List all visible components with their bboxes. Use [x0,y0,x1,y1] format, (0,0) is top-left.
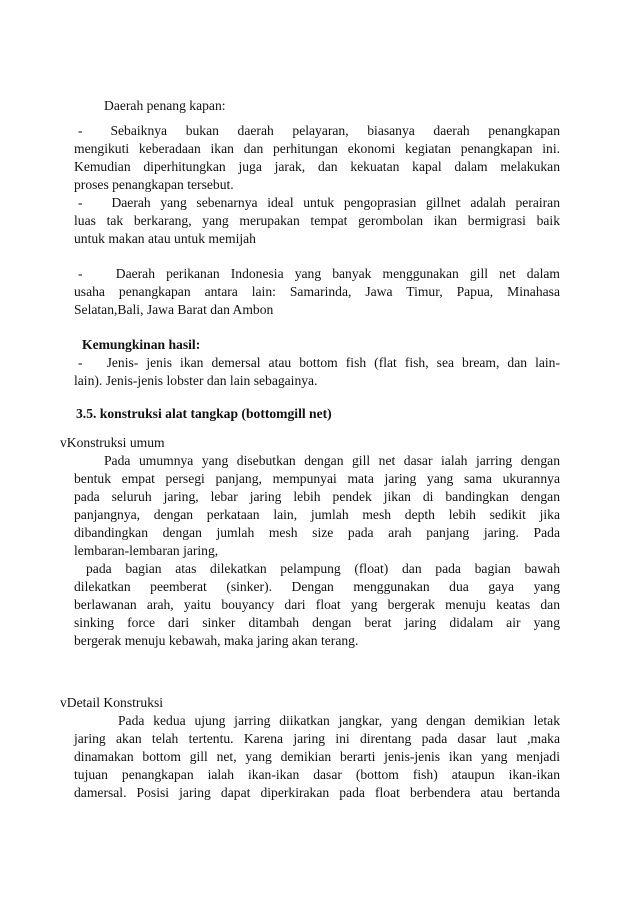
text-line: dibandingkan dengan jumlah mesh size pada arah panjang jaring. Pada [74,525,560,540]
text-line: panjangnya, dengan perkataan lain, jumlah mesh depth lebih sedikit jika [74,507,560,522]
text-line: pada seluruh jaring, lebar jaring lebih pendek jikan di bandingkan dengan [74,489,560,504]
text-line: bergerak menuju kebawah, maka jaring akan terang. [74,633,359,648]
text-line: damersal. Posisi jaring dapat diperkirakan pada float berbendera atau bertanda [74,785,560,800]
text-line: luas tak berkarang, yang merupakan tempat gerombolan ikan bermigrasi baik [74,213,560,228]
text-line: Pada kedua ujung jarring diikatkan jangkar, yang dengan demikian letak [118,713,560,728]
text-line: usaha penangkapan antara lain: Samarinda, Jawa Timur, Papua, Minahasa [74,284,560,299]
subheading-konstruksi-umum: vKonstruksi umum [60,435,165,450]
heading-kemungkinan-hasil: Kemungkinan hasil: [82,337,201,352]
text-line: Selatan,Bali, Jawa Barat dan Ambon [74,302,274,317]
text-line: Kemudian diperhitungkan juga jarak, dan kekuatan kapal dalam melakukan [74,159,560,174]
text-line: bentuk empat persegi panjang, mempunyai mata jaring yang sama ukurannya [74,471,560,486]
text-line: sinking force dari sinker ditambah dengan berat jaring didalam air yang [74,615,560,630]
text-line: dilekatkan peemberat (sinker). Dengan menggunakan dua gaya yang [74,579,560,594]
heading-daerah: Daerah penang kapan: [104,98,226,113]
text-line: pada bagian atas dilekatkan pelampung (float) dan pada bagian bawah [86,561,560,576]
heading-konstruksi: 3.5. konstruksi alat tangkap (bottomgill net) [76,406,332,421]
text-line: jaring akan telah tertentu. Karena jaring ini direntang pada dasar laut ,maka [74,731,560,746]
text-line: - Daerah yang sebenarnya ideal untuk pengoprasian gillnet adalah perairan [78,195,560,210]
text-line: tujuan penangkapan ialah ikan-ikan dasar (bottom fish) ataupun ikan-ikan [74,767,560,782]
text-line: lembaran-lembaran jaring, [74,543,219,558]
text-line: - Daerah perikanan Indonesia yang banyak menggunakan gill net dalam [78,266,560,281]
subheading-detail-konstruksi: vDetail Konstruksi [60,695,164,710]
text-line: lain). Jenis-jenis lobster dan lain sebagainya. [74,373,318,388]
text-line: proses penangkapan tersebut. [74,177,234,192]
text-line: berlawanan arah, yaitu bouyancy dari float yang bergerak menuju keatas dan [74,597,560,612]
text-line: untuk makan atau untuk memijah [74,231,256,246]
text-line: Pada umumnya yang disebutkan dengan gill net dasar ialah jarring dengan [104,453,560,468]
text-line: dinamakan bottom gill net, yang demikian berarti jenis-jenis ikan yang menjadi [74,749,560,764]
text-line: mengikuti keberadaan ikan dan perhitungan ekonomi kegiatan penangkapan ini. [74,141,560,156]
text-line: - Jenis- jenis ikan demersal atau bottom fish (flat fish, sea bream, dan lain- [78,355,560,370]
text-line: - Sebaiknya bukan daerah pelayaran, biasanya daerah penangkapan [78,123,560,138]
